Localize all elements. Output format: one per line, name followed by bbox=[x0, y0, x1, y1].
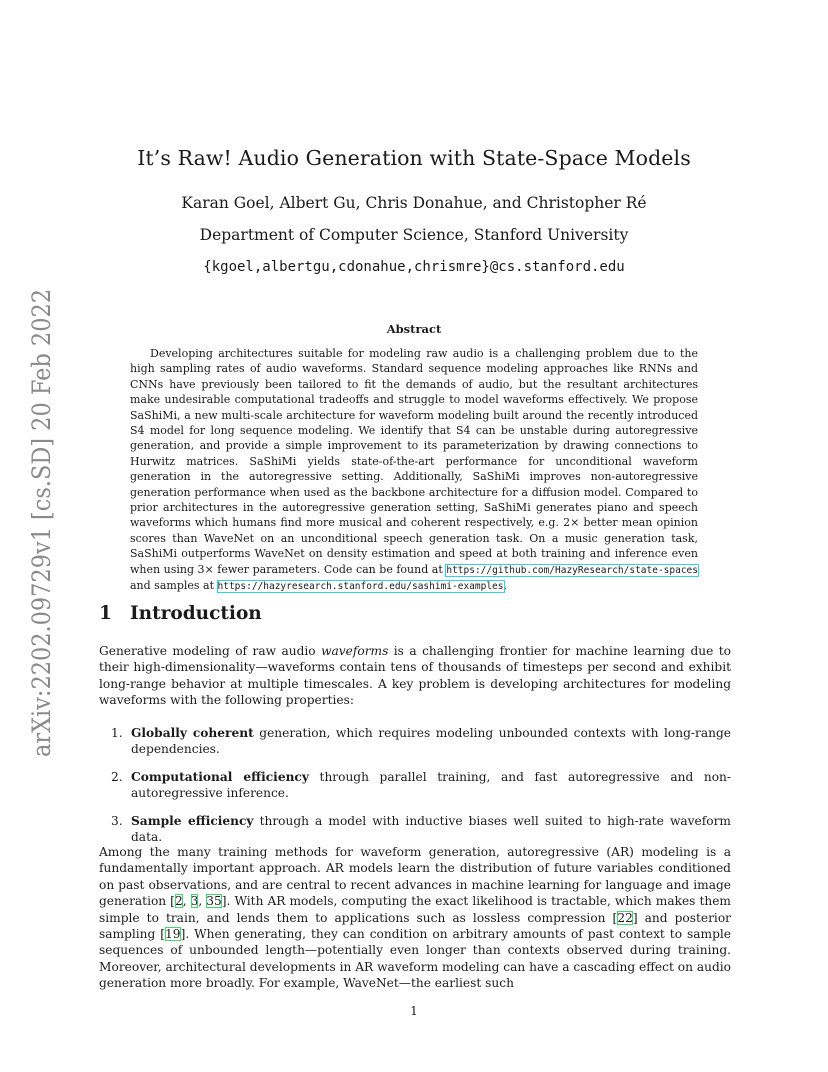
abstract-text: Developing architectures suitable for modeling raw audio is a challenging problem due to the high sampling rates of audio waveforms. Standard sequence modeling approaches like RNNs and CNNs have previously been tailored to fit the demands of audio, but the resultant architectures make undesirable computational tradeoffs and struggle to model waveforms effectively. We propose SaShiMi, a new multi-scale architecture for waveform modeling built around the recently introduced S4 model for long sequence modeling. We identify that S4 can be unstable during autoregressive generation, and provide a simple improvement to its parameterization by drawing connections to Hurwitz matrices. SaShiMi yields state-of-the-art performance for unconditional waveform generation in the autoregressive setting. Additionally, SaShiMi improves non-autoregressive generation performance when used as the backbone architecture for a diffusion model. Compared to prior architectures in the autoregressive generation setting, SaShiMi generates piano and speech waveforms which humans find more musical and coherent respectively, e.g. 2× better mean opinion scores than WaveNet on an unconditional speech generation task. On a music generation task, SaShiMi outperforms WaveNet on density estimation and speed at both training and inference even when using 3× fewer parameters. Code can be found at bbox=[130, 347, 698, 576]
para1-text-start: Generative modeling of raw audio bbox=[99, 644, 316, 658]
para2-text-3: ] and posterior sampling [ bbox=[99, 910, 731, 942]
list-item-text: through parallel training, and fast autoregressive and non-autoregressive inference. bbox=[131, 769, 732, 801]
list-item-text: generation, which requires modeling unbounded contexts with long-range dependencies. bbox=[131, 726, 731, 757]
abstract-samples-text: and samples at bbox=[130, 579, 215, 593]
author-list: Karan Goel, Albert Gu, Chris Donahue, and Christopher Ré bbox=[181, 194, 647, 212]
code-link[interactable]: https://github.com/HazyResearch/state-spaces bbox=[446, 564, 699, 576]
citation-link[interactable]: 2 bbox=[174, 894, 183, 909]
list-item-number: 3. bbox=[111, 813, 123, 828]
section-title: Introduction bbox=[130, 603, 262, 624]
properties-list bbox=[99, 725, 731, 856]
author-emails: {kgoel,albertgu,cdonahue,chrismre}@cs.stanford.edu bbox=[203, 259, 625, 275]
list-item bbox=[99, 769, 731, 802]
citation-link[interactable]: 35 bbox=[206, 894, 222, 909]
list-item-number: 2. bbox=[111, 769, 123, 784]
list-item bbox=[99, 725, 731, 758]
para2-text-1: Among the many training methods for waveform generation, autoregressive (AR) modeling is a fundamentally important approach. AR models learn the distribution of future variables conditioned on past observations, and are central to recent advances in machine learning for language and image generation [ bbox=[99, 845, 731, 909]
intro-paragraph-2 bbox=[99, 844, 731, 992]
para1-text-end: is a challenging frontier for machine learning due to their high-dimensionality—waveforms contain tens of thousands of timesteps per second and exhibit long-range behavior at multiple timescales. A key problem is developing architectures for modeling waveforms with the following properties: bbox=[99, 644, 732, 708]
intro-paragraph-1 bbox=[99, 643, 731, 709]
list-item bbox=[99, 813, 731, 846]
citation-link[interactable]: 3 bbox=[190, 894, 199, 909]
citation-link[interactable]: 19 bbox=[165, 927, 181, 942]
arxiv-identifier-text: arXiv:2202.09729v1 [cs.SD] 20 Feb 2022 bbox=[27, 287, 56, 757]
paper-title: It’s Raw! Audio Generation with State-Space Models bbox=[137, 146, 691, 170]
list-item-text: through a model with inductive biases well suited to high-rate waveform data. bbox=[131, 813, 731, 845]
citation-separator: , bbox=[182, 894, 191, 909]
section-number: 1 bbox=[99, 603, 112, 624]
abstract-heading: Abstract bbox=[386, 322, 442, 336]
abstract-period: . bbox=[503, 579, 507, 593]
citation-link[interactable]: 22 bbox=[617, 910, 633, 925]
affiliation: Department of Computer Science, Stanford University bbox=[199, 226, 629, 244]
citation-separator: , bbox=[198, 894, 207, 909]
list-item-keyword: Sample efficiency bbox=[131, 813, 254, 828]
page-number: 1 bbox=[410, 1004, 418, 1018]
arxiv-identifier bbox=[16, 287, 62, 757]
para2-text-4: ]. When generating, they can condition on arbitrary amounts of past context to sample sequences of unbounded length—potentially even longer than contexts observed during training. Moreover, architectural developments in AR waveform modeling can have a cascading effect on audio generation more broadly. For example, WaveNet—the earliest such bbox=[99, 927, 731, 991]
list-item-keyword: Computational efficiency bbox=[131, 769, 309, 784]
list-item-number: 1. bbox=[111, 726, 123, 740]
list-item-keyword: Globally coherent bbox=[131, 726, 254, 740]
samples-link[interactable]: https://hazyresearch.stanford.edu/sashimi-examples bbox=[217, 581, 504, 593]
abstract-body bbox=[130, 346, 698, 595]
para2-text-2: ]. With AR models, computing the exact likelihood is tractable, which makes them simple to train, and lends them to applications such as lossless compression [ bbox=[99, 894, 731, 925]
emphasis-waveforms: waveforms bbox=[321, 644, 389, 658]
